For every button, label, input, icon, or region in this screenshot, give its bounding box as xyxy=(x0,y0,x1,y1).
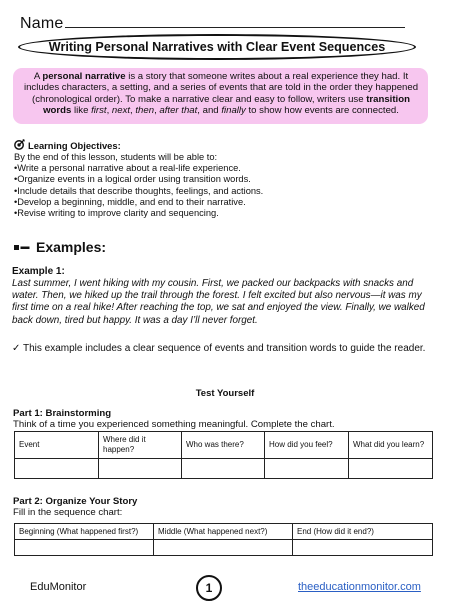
list-item: •Revise writing to improve clarity and sequencing. xyxy=(14,208,219,219)
chart-header-learn: What did you learn? xyxy=(349,432,433,459)
footer-brand: EduMonitor xyxy=(30,581,87,593)
list-item: •Develop a beginning, middle, and end to their narrative. xyxy=(14,196,246,207)
intro-box: A personal narrative is a story that someone writes about a real experience they had. It includes characters, a setting, and a series of events that are told in the order they happened (chronological order). To make a narrative clear and easy to follow, writers use transition words like first, next, then, after that, and finally to show how events are connected. xyxy=(13,68,428,124)
page-number: 1 xyxy=(196,575,222,601)
objectives-heading: Learning Objectives: xyxy=(14,139,121,152)
brainstorm-chart xyxy=(14,431,433,479)
example-1-label: Example 1: xyxy=(12,266,65,277)
part-2-heading: Part 2: Organize Your Story xyxy=(13,496,138,507)
list-item: •Include details that describe thoughts, feelings, and actions. xyxy=(14,185,264,196)
objectives-list xyxy=(14,152,434,219)
chart-cell-learn[interactable] xyxy=(349,459,433,479)
chart-header-who: Who was there? xyxy=(182,432,265,459)
sequence-header-middle: Middle (What happened next?) xyxy=(154,524,293,540)
chart-header-feel: How did you feel? xyxy=(265,432,349,459)
chart-cell-event[interactable] xyxy=(15,459,99,479)
footer-link[interactable]: theeducationmonitor.com xyxy=(298,581,421,593)
example-note: ✓ This example includes a clear sequence of events and transition words to guide the reader. xyxy=(12,343,426,354)
part-1-section xyxy=(13,408,335,430)
examples-heading: Examples: xyxy=(14,239,106,255)
objectives-lead: By the end of this lesson, students will be able to: xyxy=(14,152,218,162)
name-input-line[interactable] xyxy=(65,13,405,28)
sequence-header-end: End (How did it end?) xyxy=(293,524,433,540)
sequence-header-beginning: Beginning (What happened first?) xyxy=(15,524,154,540)
target-icon xyxy=(14,139,25,152)
sequence-chart xyxy=(14,523,433,556)
chart-header-event: Event xyxy=(15,432,99,459)
chart-cell-where[interactable] xyxy=(99,459,182,479)
chart-cell-who[interactable] xyxy=(182,459,265,479)
part-1-heading: Part 1: Brainstorming xyxy=(13,408,112,419)
page-title: Writing Personal Narratives with Clear Event Sequences xyxy=(18,34,416,60)
chart-header-where: Where did it happen? xyxy=(99,432,182,459)
sequence-cell-beginning[interactable] xyxy=(15,540,154,556)
sequence-cell-middle[interactable] xyxy=(154,540,293,556)
example-1-text: Last summer, I went hiking with my cousin. First, we packed our backpacks with snacks and water. Then, we hiked up the trail through the forest. I felt excited but also nervous—it was my first time on a real hike! After reaching the top, we sat and enjoyed the view. Finally, we walked back down, tired but happy. It was a day I’ll never forget. xyxy=(12,278,425,326)
chart-cell-feel[interactable] xyxy=(265,459,349,479)
part-1-instructions: Think of a time you experienced something meaningful. Complete the chart. xyxy=(13,419,335,430)
part-2-section xyxy=(13,496,137,518)
list-item: •Organize events in a logical order using transition words. xyxy=(14,174,251,185)
sequence-cell-end[interactable] xyxy=(293,540,433,556)
name-row xyxy=(20,13,405,33)
name-label: Name xyxy=(20,15,64,32)
test-yourself-title: Test Yourself xyxy=(195,388,255,399)
list-item: •Write a personal narrative about a real-life experience. xyxy=(14,163,241,174)
part-2-instructions: Fill in the sequence chart: xyxy=(13,507,123,518)
dash-bullet-icon xyxy=(14,239,30,255)
